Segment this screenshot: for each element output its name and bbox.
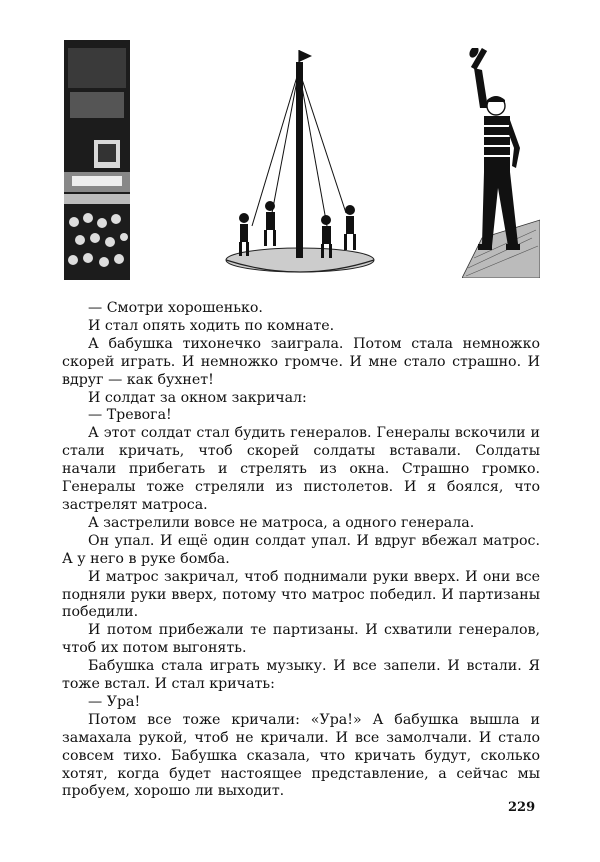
paragraph: И солдат за окном закричал: [88,389,307,406]
maypole-illustration [222,48,377,278]
sailor-illustration [462,48,540,278]
paragraph: А бабушка тихонечко заиграла. Потом стала немножко скорей играть. И немножко громче. И мне стало страшно. И вдруг — как бухнет! [62,335,540,388]
paragraph: — Смотри хорошенько. [88,300,263,316]
story-text [62,300,540,801]
paragraph: И потом прибежали те партизаны. И схватили генералов, чтоб их потом выгонять. [62,622,540,657]
paragraph: — Тревога! [88,407,172,424]
paragraph: Потом все тоже кричали: «Ура!» А бабушка вышла и замахала рукой, чтоб не кричали. И все замолчали. И стало совсем тихо. Бабушка сказала, что кричать будут, сколько хотят, когда будет настоящее представление, а сейчас мы пробуем, хорошо ли выходит. [62,711,540,800]
paragraph: И матрос закричал, чтоб поднимали руки вверх. И они все подняли руки вверх, потому что матрос победил. И партизаны победили. [62,568,540,621]
paragraph: — Ура! [88,693,141,710]
paragraph: А этот солдат стал будить генералов. Генералы вскочили и стали кричать, чтоб скорей солдаты вставали. Солдаты начали прибегать и стрелять из окна. Страшно громко. Генералы тоже стреляли из пистолетов. И я боялся, что застрелят матроса. [62,425,540,513]
paragraph: И стал опять ходить по комнате. [88,317,335,334]
theatre-scene-illustration [64,40,130,280]
paragraph: А застрелили вовсе не матроса, а одного генерала. [88,514,475,531]
paragraph: Он упал. И ещё один солдат упал. И вдруг вбежал матрос. А у него в руке бомба. [62,532,540,567]
page-number: 229 [508,800,536,815]
paragraph: Бабушка стала играть музыку. И все запели. И встали. Я тоже встал. И стал кричать: [62,658,540,693]
